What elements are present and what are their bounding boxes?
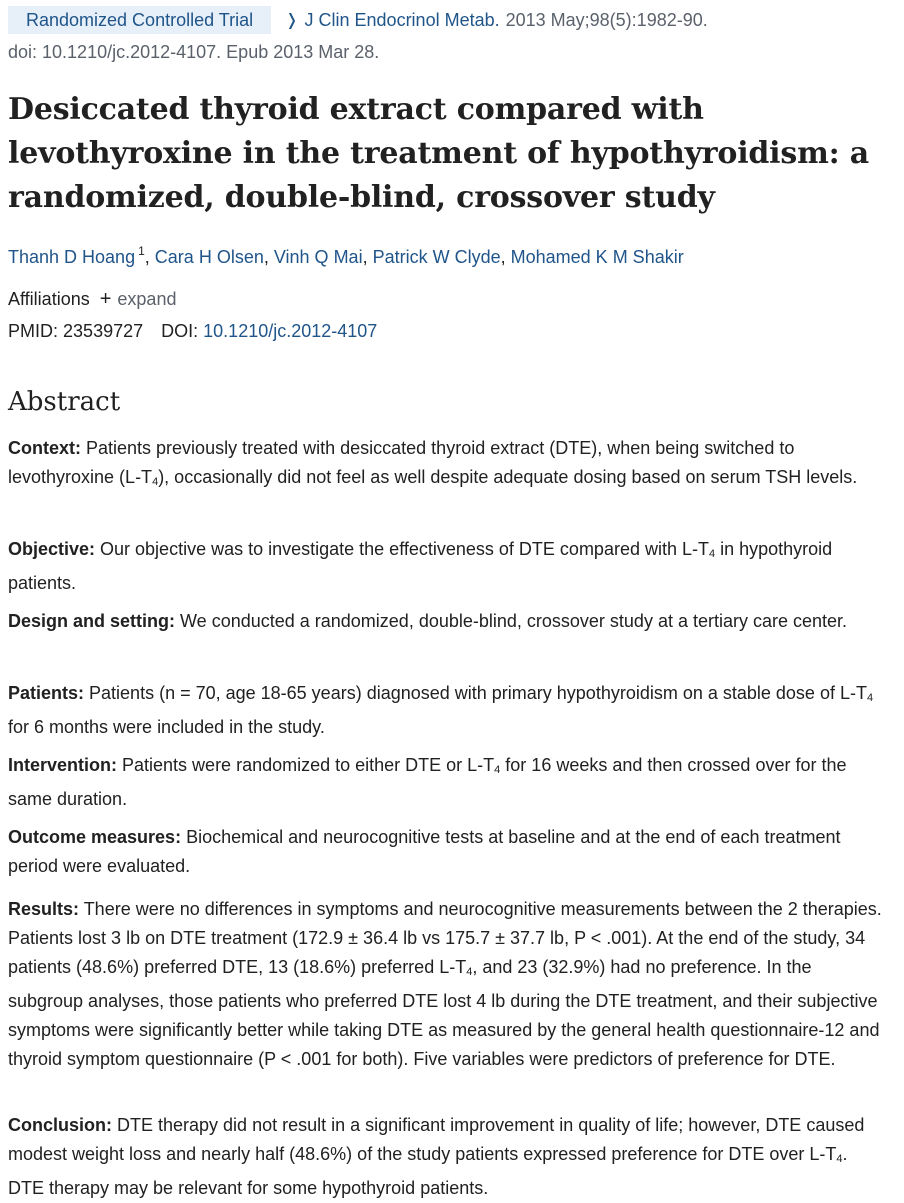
author-link[interactable]: Thanh D Hoang [8, 247, 136, 267]
abstract-conclusion [8, 1111, 888, 1203]
author-link[interactable]: Cara H Olsen [154, 247, 264, 267]
subscript: 4 [836, 1153, 843, 1165]
author-link[interactable]: Vinh Q Mai [273, 247, 363, 267]
abstract-design [8, 607, 888, 636]
subscript: 4 [466, 966, 473, 978]
section-label: Design and setting: [8, 611, 176, 631]
subscript: 4 [708, 548, 716, 560]
section-text: DTE therapy did not result in a significant improvement in quality of life; however, DTE caused modest weight loss and nearly half (48.6%) of the study patients expressed preference for DTE over L-T [8, 1115, 865, 1164]
section-text: Patients (n = 70, age 18-65 years) diagnosed with primary hypothyroidism on a stable dose of L-T [84, 683, 867, 703]
section-label: Objective: [8, 539, 96, 559]
section-text: . DTE therapy may be relevant for some hypothyroid patients. [8, 1144, 848, 1198]
section-label: Conclusion: [8, 1115, 112, 1135]
pmid-value: 23539727 [63, 321, 144, 341]
abstract-intervention [8, 751, 888, 814]
citation-details: 2013 May;98(5):1982-90. [505, 9, 708, 30]
subscript: 4 [866, 692, 874, 704]
section-text: in hypothyroid patients. [8, 539, 833, 593]
section-text: Patients previously treated with desiccated thyroid extract (DTE), when being switched to levothyroxine (L-T [8, 438, 795, 487]
subscript: 4 [494, 764, 501, 776]
chevron-right-icon: ❭ [285, 12, 299, 29]
section-text: We conducted a randomized, double-blind, crossover study at a tertiary care center. [175, 611, 848, 631]
pmid-label: PMID: [8, 321, 59, 341]
section-text: , and 23 (32.9%) had no preference. In the subgroup analyses, those patients who preferred DTE lost 4 lb during the DTE treatment, and their subjective symptoms were significantly better while taking DTE as measured by the general health questionnaire-12 and thyroid symptom questionnaire (P < .001 for both). Five variables were predictors of preference for DTE. [8, 957, 880, 1069]
affiliations-toggle[interactable] [8, 288, 176, 311]
article-identifiers [8, 321, 377, 342]
author-list: Thanh D Hoang $^1$, Cara H Olsen, Vinh Q Mai, Patrick W Clyde, Mohamed K M Shakir [8, 244, 684, 267]
abstract-heading: Abstract [8, 387, 121, 417]
section-text: There were no differences in symptoms and neurocognitive measurements between the 2 therapies. Patients lost 3 lb on DTE treatment (172.9 ± 36.4 lb vs 175.7 ± 37.7 lb, P < .001). At the end of the study, 34 patients (48.6%) preferred DTE, 13 (18.6%) preferred L-T [8, 899, 882, 977]
section-text: Biochemical and neurocognitive tests at baseline and at the end of each treatment period were evaluated. [8, 827, 841, 876]
section-label: Results: [8, 899, 80, 919]
citation-bar [8, 6, 708, 34]
author-link[interactable]: Mohamed K M Shakir [510, 247, 684, 267]
doi-epub-line: doi: 10.1210/jc.2012-4107. Epub 2013 Mar 28. [8, 42, 380, 62]
abstract-patients [8, 679, 888, 742]
author-link[interactable]: Patrick W Clyde [372, 247, 501, 267]
plus-icon: + [99, 288, 112, 310]
expand-label: expand [117, 289, 177, 309]
doi-link[interactable]: 10.1210/jc.2012-4107 [203, 321, 378, 341]
section-label: Intervention: [8, 755, 118, 775]
section-text: ), occasionally did not feel as well despite adequate dosing based on serum TSH levels. [158, 467, 858, 487]
abstract-context [8, 434, 888, 497]
doi-label: DOI: [161, 321, 199, 341]
publication-type-badge[interactable]: Randomized Controlled Trial [8, 6, 271, 34]
section-text: Our objective was to investigate the effectiveness of DTE compared with L-T [95, 539, 709, 559]
section-label: Patients: [8, 683, 85, 703]
abstract-objective [8, 535, 888, 598]
section-label: Outcome measures: [8, 827, 182, 847]
section-text: for 16 weeks and then crossed over for the same duration. [8, 755, 847, 809]
journal-link[interactable]: J Clin Endocrinol Metab. [304, 9, 500, 30]
affiliations-label: Affiliations [8, 289, 90, 309]
section-label: Context: [8, 438, 81, 458]
affiliation-marker[interactable]: 1 [138, 244, 145, 258]
abstract-results [8, 895, 888, 1074]
section-text: for 6 months were included in the study. [8, 717, 325, 737]
article-title: Desiccated thyroid extract compared with levothyroxine in the treatment of hypothyroidism: a randomized, double-blind, crossover study [8, 92, 869, 215]
section-text: Patients were randomized to either DTE or L-T [117, 755, 495, 775]
abstract-outcome [8, 823, 888, 881]
subscript: 4 [152, 476, 159, 488]
